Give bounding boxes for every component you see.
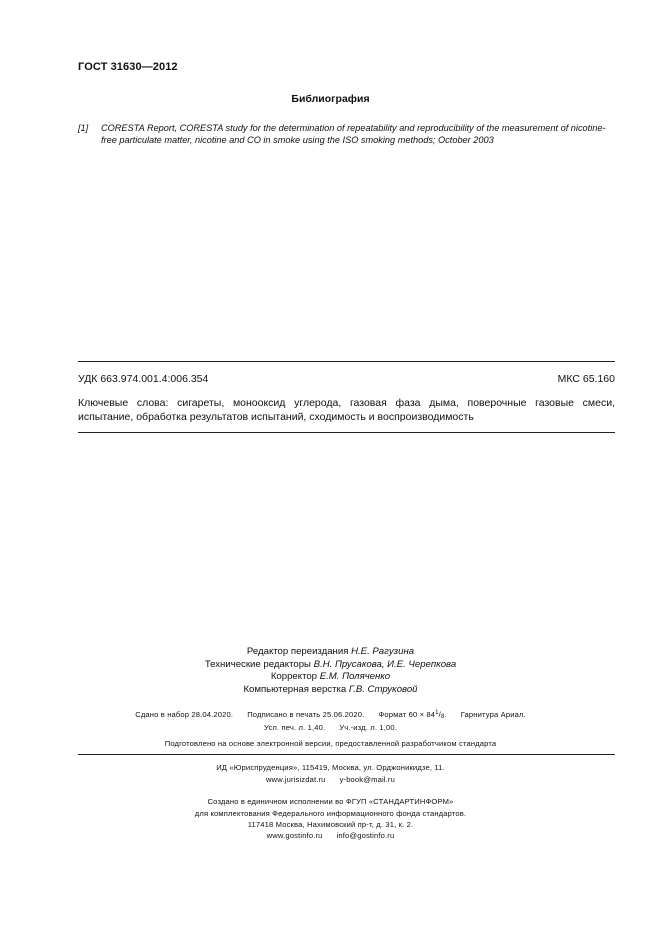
producer-line-3: 117418 Москва, Нахимовский пр-т, д. 31, к. 2. (247, 820, 414, 829)
credit-layout (0, 684, 661, 697)
mks-code: МКС 65.160 (557, 373, 615, 385)
producer-line-2: для комплектования Федерального информационного фонда стандартов. (194, 809, 467, 818)
publisher-address: ИД «Юриспруденция», 115419, Москва, ул. Орджоникидзе, 11. (216, 763, 445, 772)
producer-line-1: Создано в единичном исполнении во ФГУП «СТАНДАРТИНФОРМ» (207, 797, 454, 806)
divider-bottom (78, 754, 615, 755)
credit-tech-names: В.Н. Прусакова, И.Е. Черепкова (313, 658, 457, 670)
imprint-submitted: Сдано в набор 28.04.2020. (135, 710, 234, 719)
credit-layout-name: Г.В. Струковой (348, 683, 418, 695)
imprint-print-sheets: Усл. печ. л. 1,40. (264, 723, 326, 732)
imprint-line-1 (0, 710, 661, 720)
credit-editor (0, 646, 661, 659)
divider-top (78, 361, 615, 362)
credit-tech-label: Технические редакторы (204, 658, 311, 670)
producer-email-link[interactable]: info@gostinfo.ru (336, 831, 395, 840)
producer-site-link[interactable]: www.gostinfo.ru (266, 831, 323, 840)
credit-tech-editors (0, 659, 661, 672)
imprint-publisher-sheets: Уч.-изд. л. 1,00. (339, 723, 397, 732)
publisher-contacts (0, 775, 661, 784)
reference-text: CORESTA Report, CORESTA study for the determination of repeatability and reproducibility of the measurement of nicotine-free particulate matter, nicotine and CO in smoke using the ISO smoking methods; October 2003 (101, 123, 606, 146)
imprint-prepared-note: Подготовлено на основе электронной версии, предоставленной разработчиком стандарта (164, 739, 497, 748)
imprint-line-2 (0, 723, 661, 732)
imprint-typeface: Гарнитура Ариал. (460, 710, 526, 719)
credit-corrector-label: Корректор (270, 671, 318, 683)
reference-number: [1] (78, 123, 89, 133)
publisher-site-link[interactable]: www.jurisizdat.ru (266, 775, 326, 784)
credit-corrector-name: Е.М. Поляченко (319, 671, 391, 683)
producer-contacts (0, 831, 661, 840)
credits-block (0, 646, 661, 696)
divider-keywords (78, 432, 615, 433)
imprint-signed: Подписано в печать 25.06.2020. (247, 710, 365, 719)
udk-code: УДК 663.974.001.4:006.354 (78, 373, 209, 385)
keywords: Ключевые слова: сигареты, монооксид углерода, газовая фаза дыма, поверочные газовые смеси, испытание, обработка результатов испытаний, сходимость и воспроизводимость (78, 397, 615, 423)
credit-layout-label: Компьютерная верстка (243, 683, 347, 695)
standard-number: ГОСТ 31630—2012 (78, 61, 178, 73)
credit-editor-label: Редактор переиздания (246, 646, 349, 657)
imprint-format: Формат $60 \times 84^1/_8$. (378, 710, 447, 720)
bibliography-title: Библиография (291, 93, 370, 105)
credit-editor-name: Н.Е. Рагузина (351, 646, 415, 657)
credit-corrector (0, 671, 661, 684)
publisher-email-link[interactable]: y-book@mail.ru (339, 775, 395, 784)
